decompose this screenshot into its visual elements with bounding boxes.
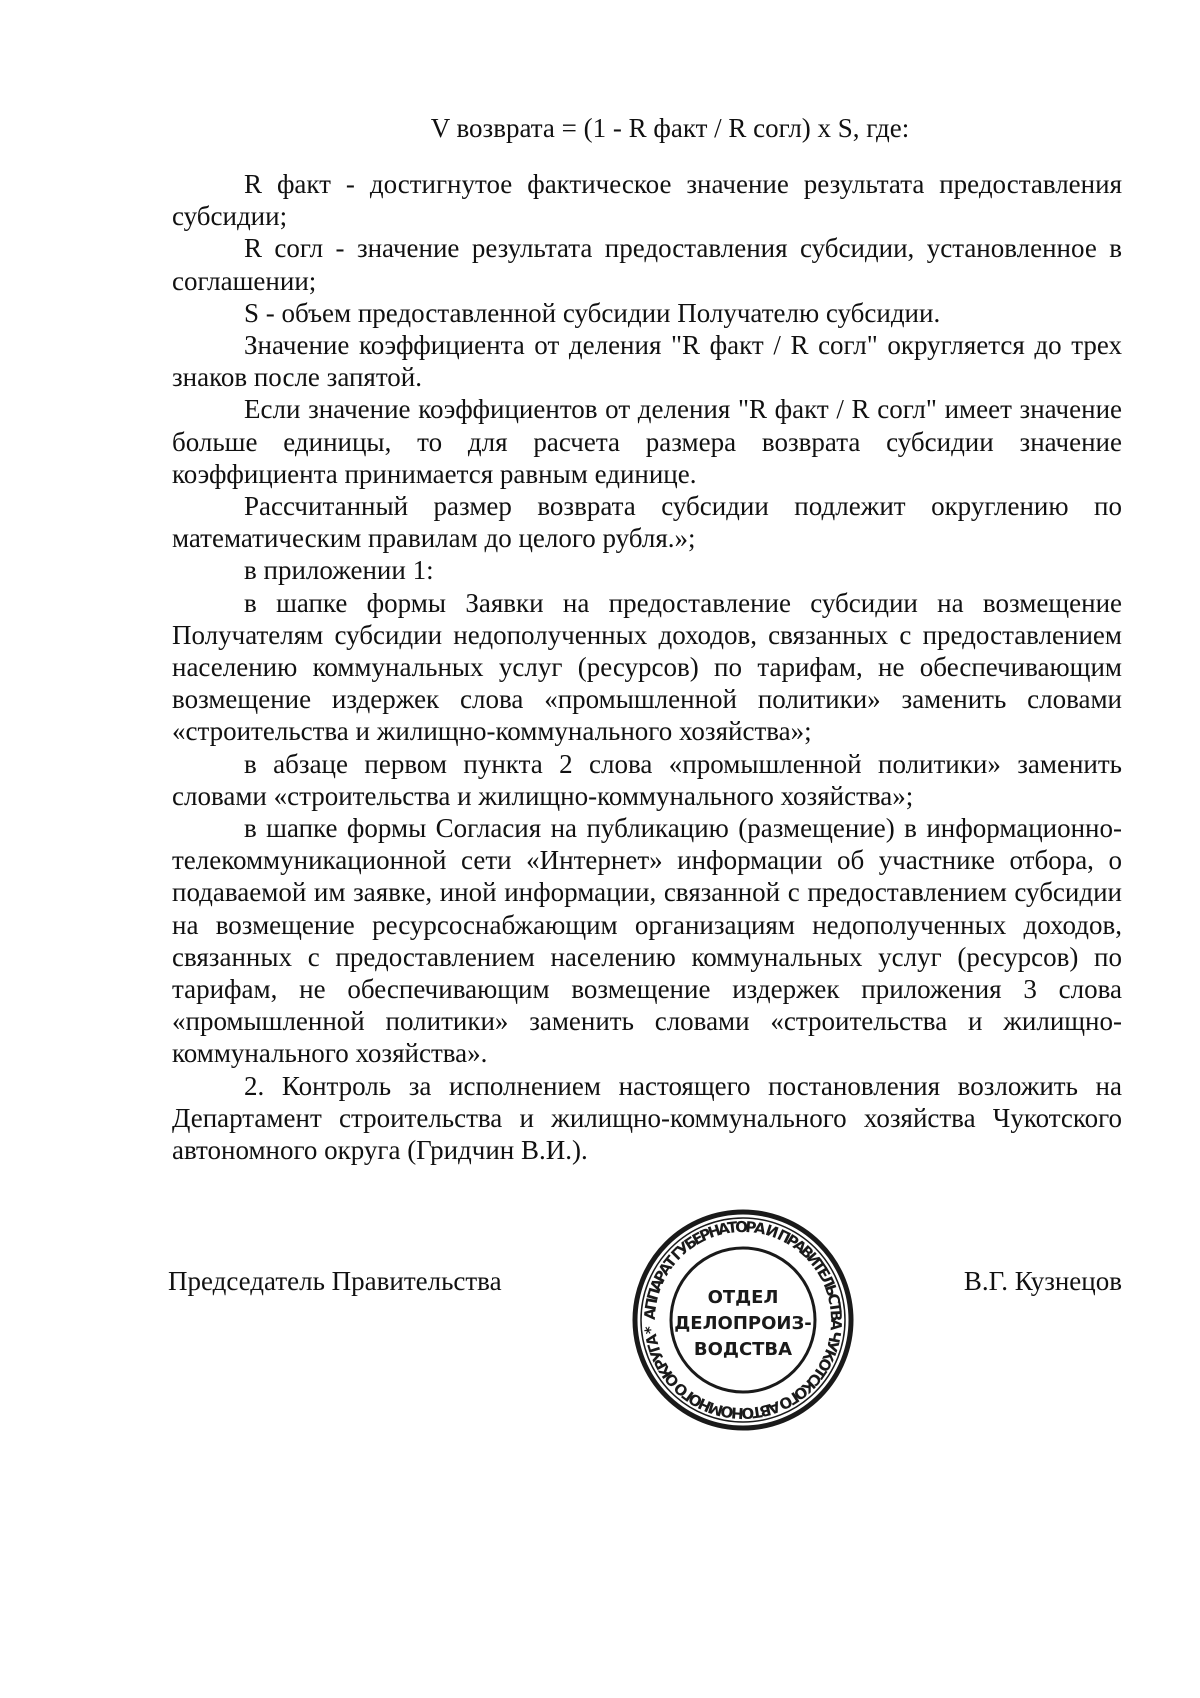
stamp-graphic — [628, 1205, 858, 1435]
stamp-ring-text: АППАРАТ ГУБЕРНАТОРА И ПРАВИТЕЛЬСТВА ЧУКОТСКОГО АВТОНОМНОГО ОКРУГА * — [640, 1217, 846, 1423]
paragraph: в приложении 1: — [244, 555, 434, 586]
stamp-center-line: ВОДСТВА — [693, 1339, 793, 1360]
paragraph: R факт - достигнутое фактическое значение результата предоставления субсидии; — [172, 169, 1122, 232]
paragraph: в шапке формы Согласия на публикацию (размещение) в информационно-телекоммуникационной сети «Интернет» информации об участнике отбора, о подаваемой им заявке, иной информации, связанной с предоставлением субсидии на возмещение ресурсоснабжающим организациям недополученных доходов, связанных с предоставлением населению коммунальных услуг (ресурсов) по тарифам, не обеспечивающим возмещение издержек приложения 3 слова «промышленной политики» заменить словами «строительства и жилищно-коммунального хозяйства». — [172, 813, 1122, 1069]
paragraph: 2. Контроль за исполнением настоящего постановления возложить на Департамент строительства и жилищно-коммунального хозяйства Чукотского автономного округа (Гридчин В.И.). — [172, 1070, 1122, 1166]
paragraph: Значение коэффициента от деления "R факт / R согл" округляется до трех знаков после запятой. — [172, 330, 1122, 393]
paragraph: Рассчитанный размер возврата субсидии подлежит округлению по математическим правилам до целого рубля.»; — [172, 491, 1122, 554]
paragraph: R согл - значение результата предоставления субсидии, установленное в соглашении; — [172, 233, 1122, 296]
document-body — [172, 168, 1122, 1166]
stamp-center-line: ДЕЛОПРОИЗ- — [674, 1313, 812, 1334]
paragraph: в абзаце первом пункта 2 слова «промышленной политики» заменить словами «строительства и жилищно-коммунального хозяйства»; — [172, 748, 1122, 811]
signatory-title: Председатель Правительства — [168, 1266, 502, 1296]
paragraph: в шапке формы Заявки на предоставление субсидии на возмещение Получателям субсидии недополученных доходов, связанных с предоставлением населению коммунальных услуг (ресурсов) по тарифам, не обеспечивающим возмещение издержек слова «промышленной политики» заменить словами «строительства и жилищно-коммунального хозяйства»; — [172, 587, 1122, 747]
official-stamp — [628, 1205, 858, 1435]
paragraph: Если значение коэффициентов от деления "R факт / R согл" имеет значение больше единицы, то для расчета размера возврата субсидии значение коэффициента принимается равным единице. — [172, 394, 1122, 489]
signature-block — [0, 1265, 1200, 1305]
stamp-center-line: ОТДЕЛ — [707, 1287, 779, 1308]
paragraph: S - объем предоставленной субсидии Получателю субсидии. — [244, 297, 941, 328]
formula-line: V возврата = (1 - R факт / R согл) х S, где: — [430, 113, 910, 143]
signatory-name: В.Г. Кузнецов — [963, 1266, 1122, 1296]
